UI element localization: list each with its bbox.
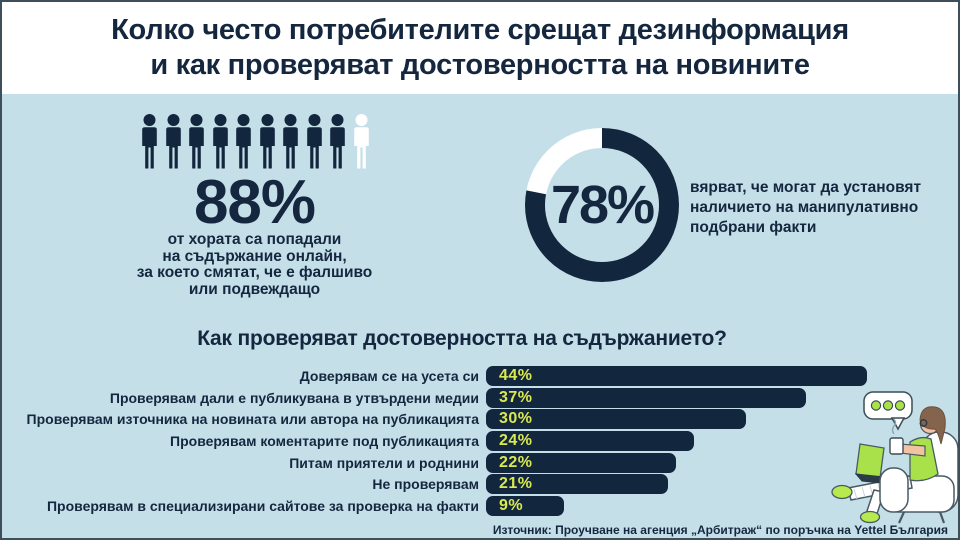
- person-icon: [257, 114, 278, 169]
- people-stat-caption: от хората са попадали: [167, 231, 342, 248]
- bar: [486, 453, 676, 473]
- donut-caption-line: подбрани факти: [690, 219, 817, 236]
- person-icon: [327, 114, 348, 169]
- bar-category-label: Проверявам дали е публикувана в утвърдени медии: [109, 389, 479, 406]
- bar-row: [2, 431, 960, 451]
- header: [2, 2, 958, 94]
- bar-row: [2, 453, 960, 473]
- people-stat-caption: на съдържание онлайн,: [162, 247, 347, 265]
- page-title-line-1: Колко често потребителите срещат дезинформация: [111, 14, 849, 46]
- person-icon: [139, 114, 160, 169]
- bar-value-label: 24%: [499, 432, 533, 450]
- bar-row: [2, 388, 960, 408]
- bar: [486, 366, 867, 386]
- speech-bubble-icon: [864, 392, 912, 429]
- bar-chart-title: Как проверяват достоверността на съдържанието?: [197, 327, 727, 350]
- bar-row: [2, 409, 960, 429]
- person-icon: [280, 114, 301, 169]
- bar-value-label: 9%: [499, 497, 524, 515]
- bar-chart: [2, 366, 960, 518]
- people-stat-caption: за което смятат, че е фалшиво: [136, 264, 373, 281]
- person-icon: [163, 114, 184, 169]
- source-attribution: Източник: Проучване на агенция „Арбитраж“ по поръчка на Yettel България: [492, 523, 948, 537]
- bar-category-label: Питам приятели и роднини: [289, 454, 479, 471]
- people-stat-block: [62, 168, 447, 298]
- people-stat-caption: или подвеждащо: [188, 280, 321, 298]
- person-icon: [210, 114, 231, 169]
- bar-row: [2, 496, 960, 516]
- bar-row: [2, 366, 960, 386]
- bar-category-label: Проверявам коментарите под публикацията: [170, 433, 479, 450]
- reader-illustration: [828, 388, 960, 524]
- person-icon: [186, 114, 207, 169]
- bar: [486, 431, 694, 451]
- donut-stat-value: 78%: [550, 175, 654, 235]
- bar: [486, 409, 746, 429]
- page-title-line-2: и как проверяват достоверността на новините: [150, 49, 810, 81]
- bar-row: [2, 474, 960, 494]
- bar-value-label: 30%: [499, 410, 533, 428]
- person-icon: [233, 114, 254, 169]
- bar-category-label: Проверявам в специализирани сайтове за проверка на факти: [46, 498, 479, 515]
- people-stat-value: 88%: [193, 168, 316, 237]
- bar: [486, 496, 564, 516]
- bar-category-label: Не проверявам: [372, 476, 479, 493]
- donut-caption-line: наличието на манипулативно: [690, 199, 919, 216]
- armchair-legs: [899, 512, 944, 523]
- bar: [486, 474, 668, 494]
- donut-stat-caption: [690, 178, 952, 238]
- donut-caption-line: вярват, че могат да установят: [690, 179, 922, 196]
- armchair-armrest: [880, 468, 908, 512]
- person-icon: [351, 114, 372, 169]
- people-icons-row: [139, 114, 372, 169]
- bar-category-label: Проверявам източника на новината или автора на публикацията: [26, 411, 479, 428]
- bar: [486, 388, 806, 408]
- person-icon: [304, 114, 325, 169]
- bar-value-label: 44%: [499, 367, 533, 384]
- bar-value-label: 22%: [499, 453, 533, 471]
- bar-value-label: 37%: [499, 388, 533, 406]
- bar-value-label: 21%: [499, 475, 533, 493]
- bar-category-label: Доверявам се на усета си: [299, 368, 479, 384]
